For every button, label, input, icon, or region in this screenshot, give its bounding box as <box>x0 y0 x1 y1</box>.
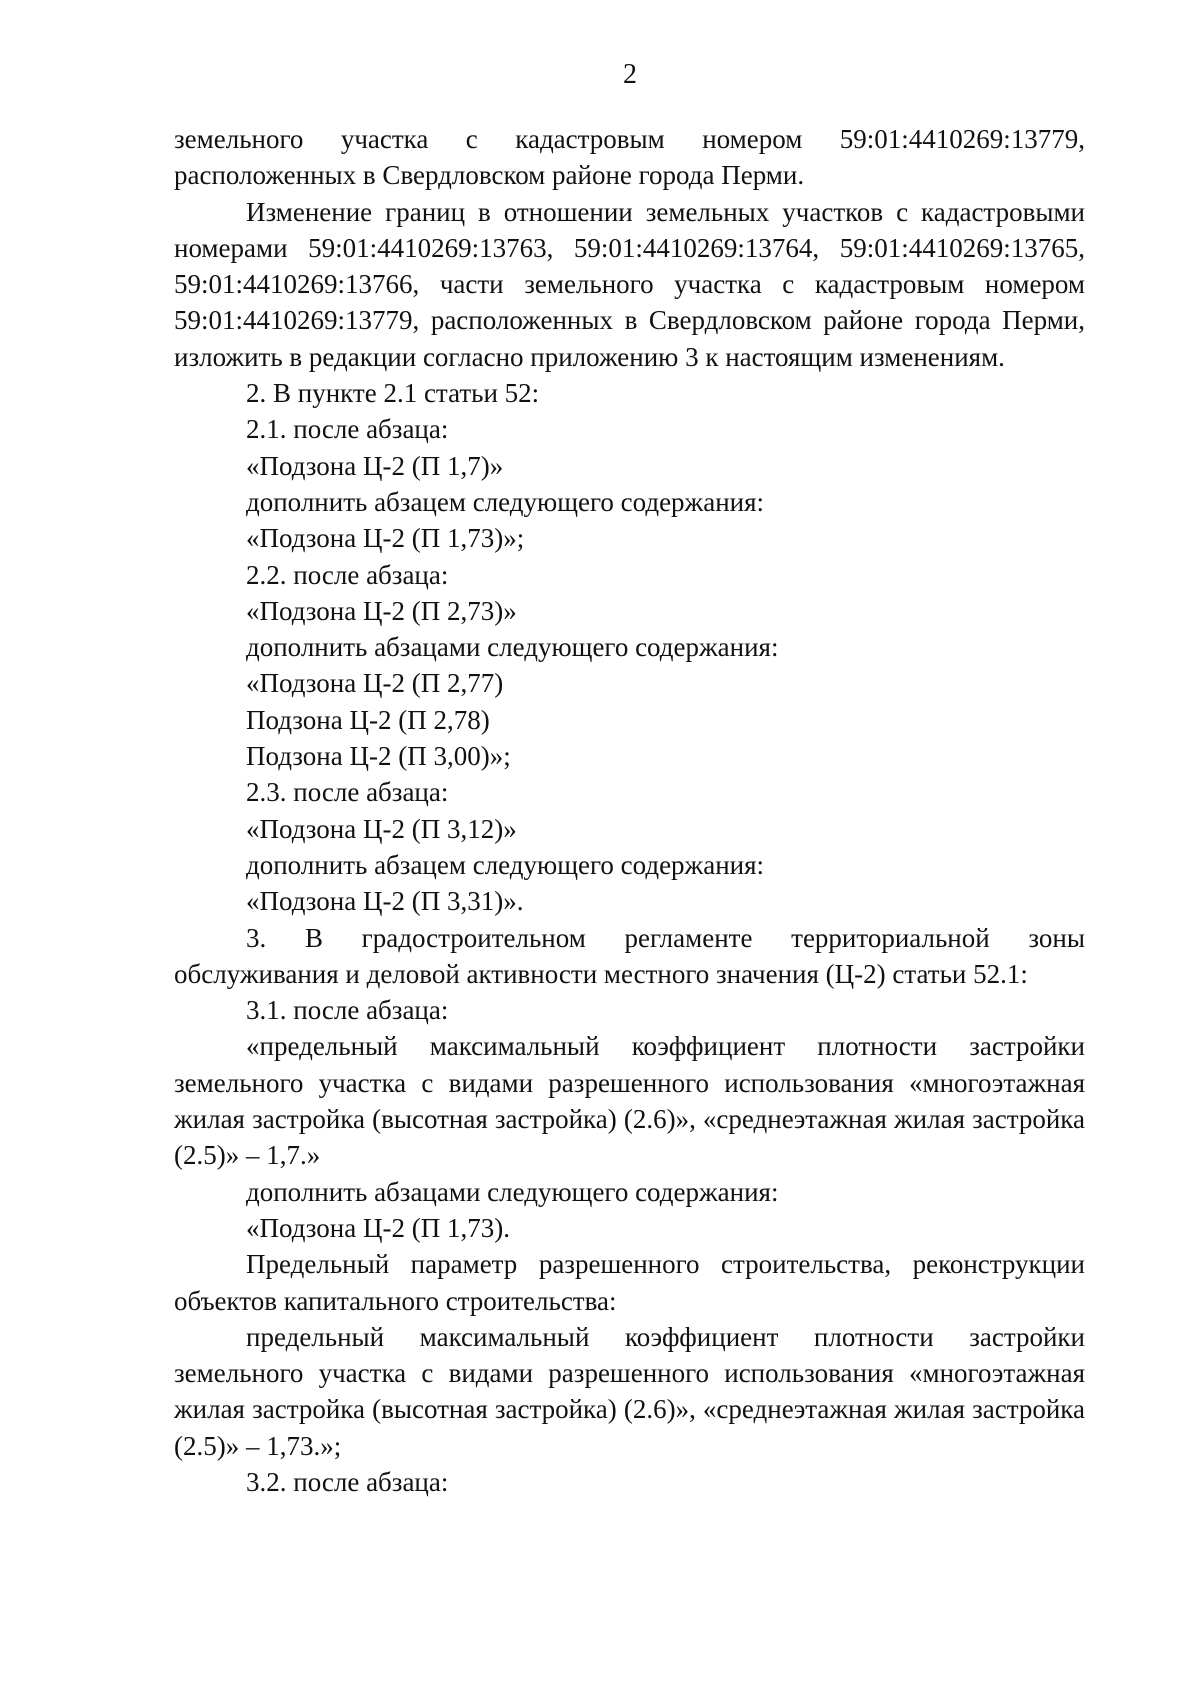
item-2-3: 2.3. после абзаца: <box>246 777 449 808</box>
amend-line: дополнить абзацами следующего содержания: <box>246 1176 779 1207</box>
item-2: 2. В пункте 2.1 статьи 52: <box>246 378 540 409</box>
paragraph-boundaries: Изменение границ в отношении земельных участков с кадастровыми номерами 59:01:4410269:13763, 59:01:4410269:13764, 59:01:4410269:13765, 59:01:4410269:13766, части земельного участка с кадастровым номером 59:01:4410269:13779, расположенных в Свердловском районе города Перми, изложить в редакции согласно приложению 3 к настоящим изменениям. <box>174 196 1085 372</box>
paragraph-continuation-end: расположенных в Свердловском районе города Перми. <box>174 160 805 191</box>
quote-line: «Подзона Ц-2 (П 2,73)» <box>246 595 517 626</box>
amend-line: дополнить абзацем следующего содержания: <box>246 486 765 517</box>
item-3: 3. В градостроительном регламенте территориальной зоны обслуживания и деловой активности местного значения (Ц-2) статьи 52.1: <box>174 922 1085 989</box>
document-body <box>174 121 1085 1500</box>
item-3-1: 3.1. после абзаца: <box>246 995 449 1026</box>
quote-line: «Подзона Ц-2 (П 1,73). <box>246 1212 510 1243</box>
amend-line: дополнить абзацами следующего содержания: <box>246 632 779 663</box>
page-number: 2 <box>623 59 637 90</box>
quote-line: «Подзона Ц-2 (П 3,31)». <box>246 886 524 917</box>
amend-line: дополнить абзацем следующего содержания: <box>246 849 765 880</box>
item-2-1: 2.1. после абзаца: <box>246 414 449 445</box>
quote-line: «Подзона Ц-2 (П 2,77) <box>246 668 504 699</box>
quote-line: Подзона Ц-2 (П 3,00)»; <box>246 741 511 772</box>
quote-line: Подзона Ц-2 (П 2,78) <box>246 704 490 735</box>
coefficient-paragraph: предельный максимальный коэффициент плотности застройки земельного участка с видами разрешенного использования «многоэтажная жилая застройка (высотная застройка) (2.6)», «среднеэтажная жилая застройка (2.5)» – 1,73.»; <box>174 1321 1085 1461</box>
quote-line: «Подзона Ц-2 (П 3,12)» <box>246 813 517 844</box>
paragraph-continuation: земельного участка с кадастровым номером 59:01:4410269:13779, <box>174 124 1085 154</box>
quote-paragraph: «предельный максимальный коэффициент плотности застройки земельного участка с видами разрешенного использования «многоэтажная жилая застройка (высотная застройка) (2.6)», «среднеэтажная жилая застройка (2.5)» – 1,7.» <box>174 1031 1085 1171</box>
item-2-2: 2.2. после абзаца: <box>246 559 449 590</box>
parameter-paragraph: Предельный параметр разрешенного строительства, реконструкции объектов капитального строительства: <box>174 1249 1085 1316</box>
quote-line: «Подзона Ц-2 (П 1,73)»; <box>246 523 525 554</box>
quote-line: «Подзона Ц-2 (П 1,7)» <box>246 450 504 481</box>
item-3-2: 3.2. после абзаца: <box>246 1466 449 1497</box>
